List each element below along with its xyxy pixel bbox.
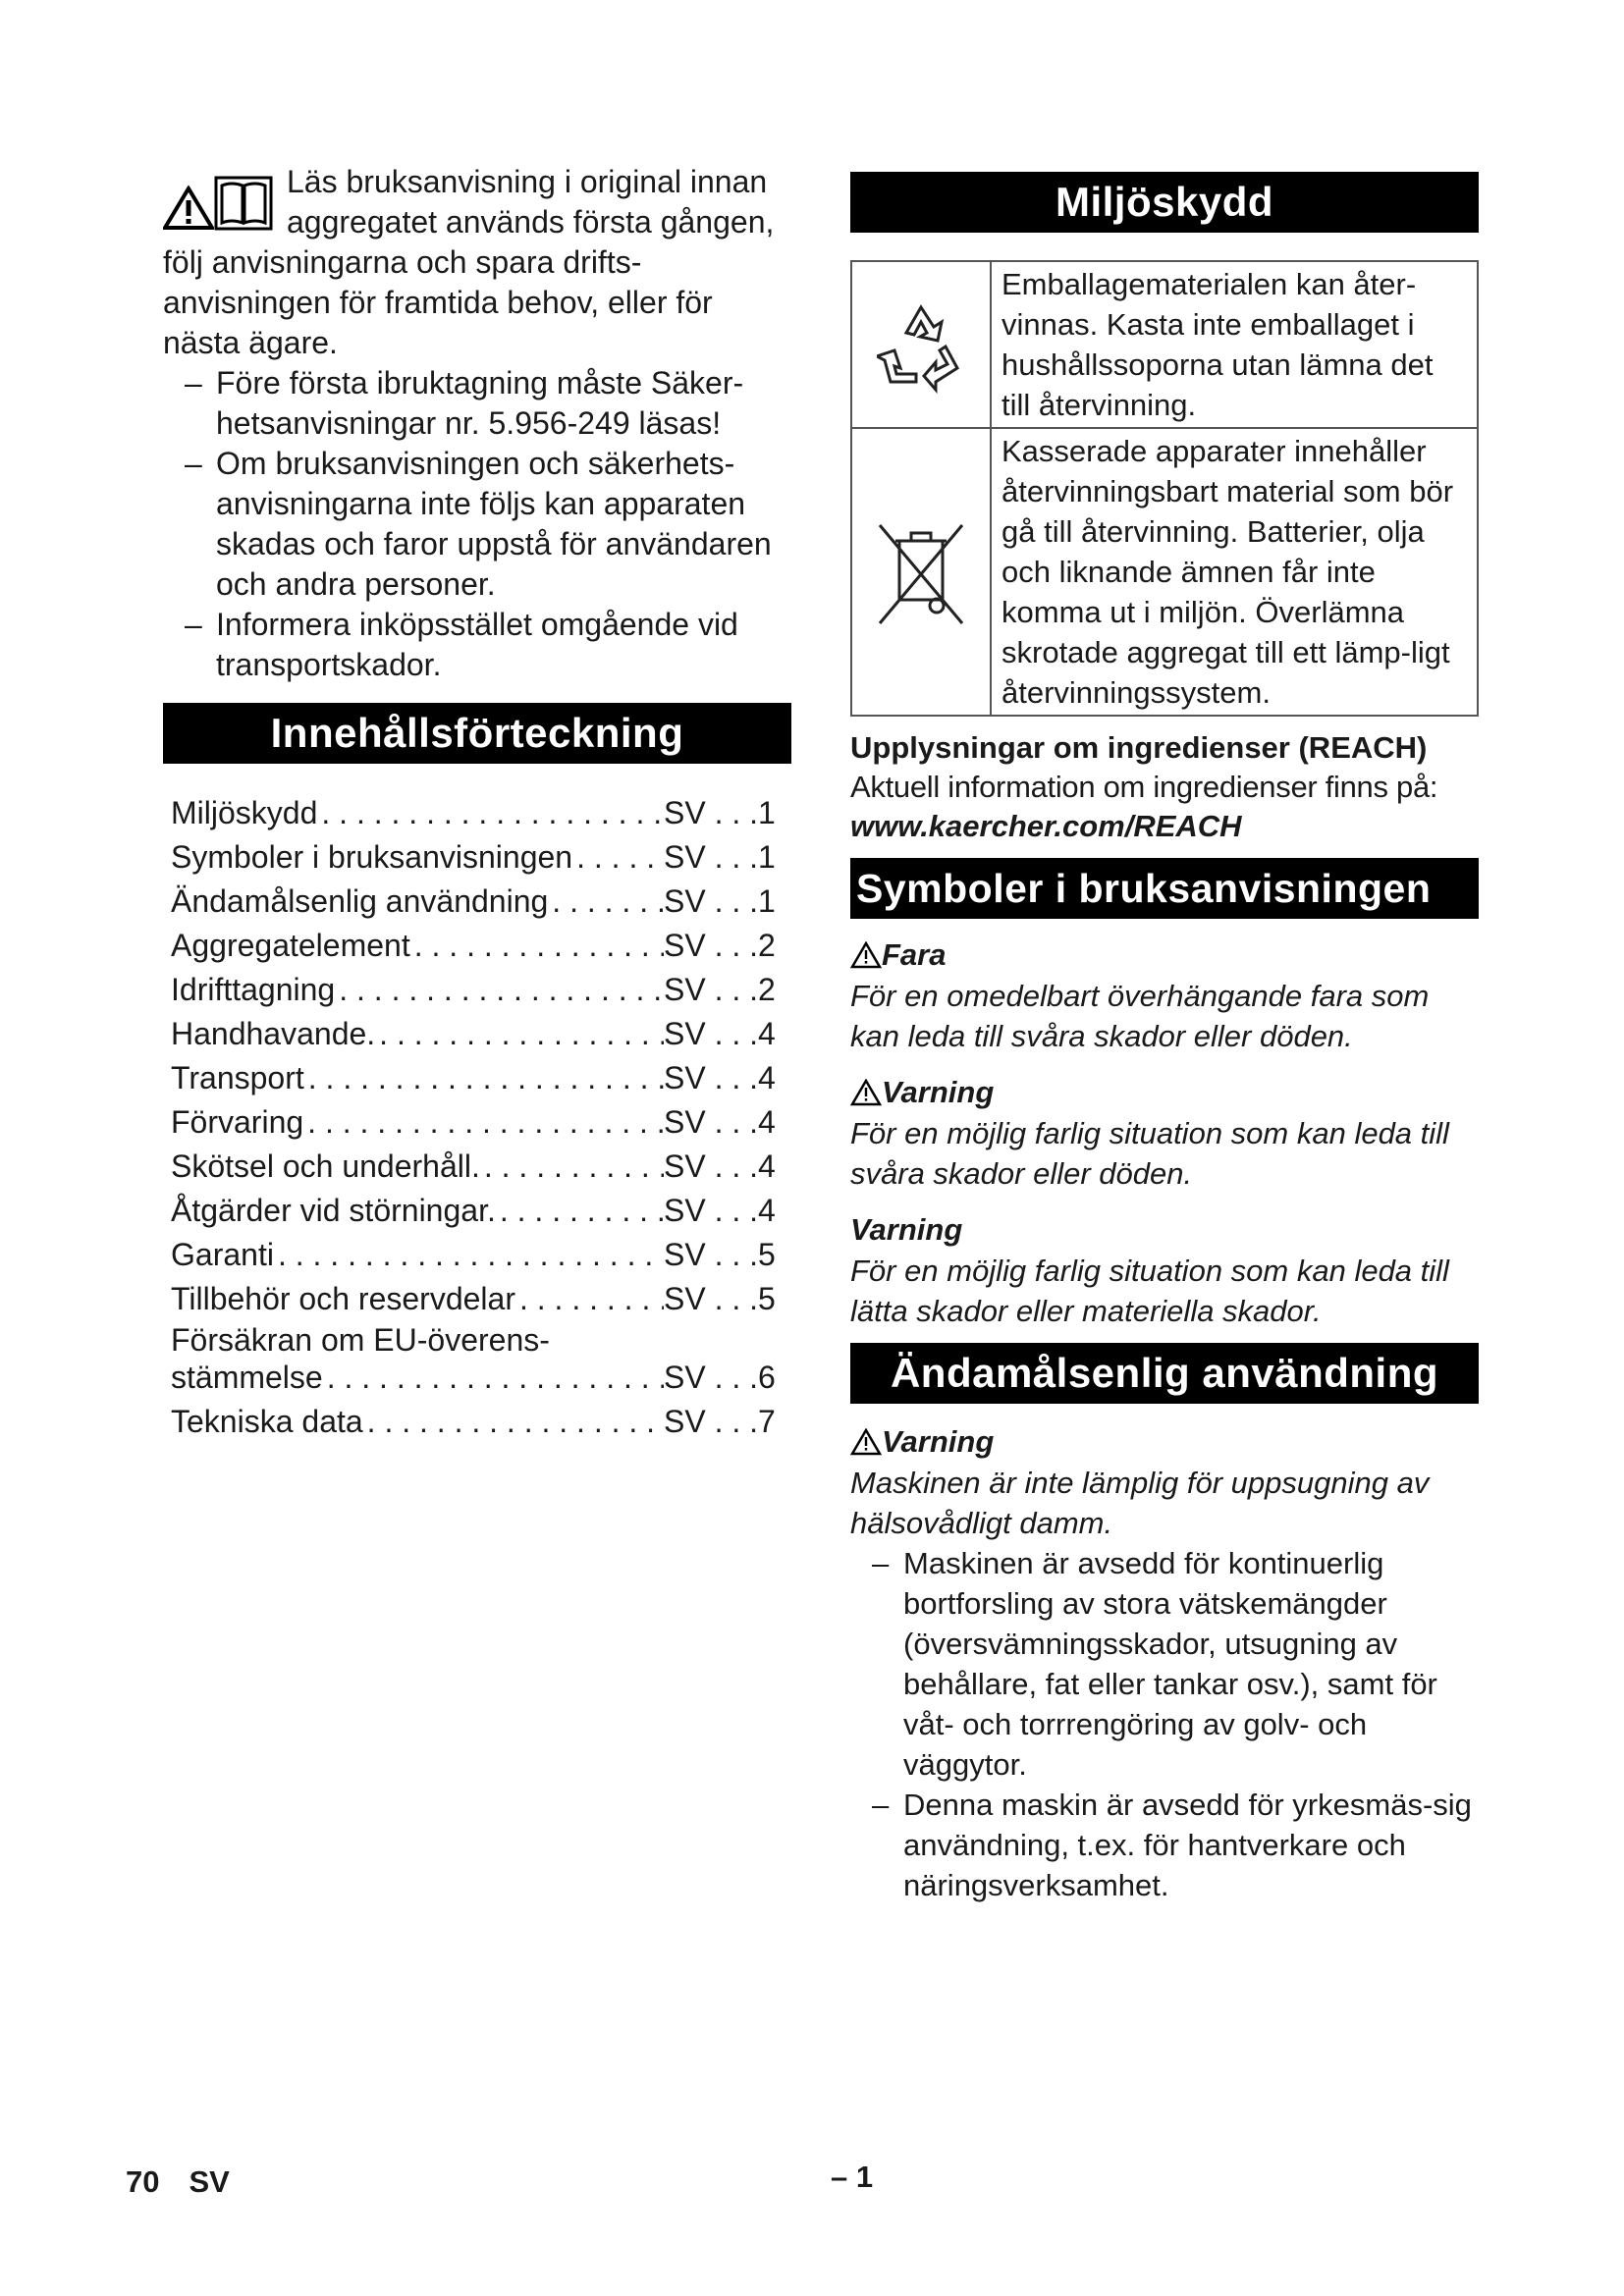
left-column [163,162,791,1444]
toc-heading: Innehållsförteckning [163,703,791,764]
environment-table [850,260,1479,717]
toc-entry[interactable]: Aggregatelement . . . SV . . .2 [171,924,791,968]
intro-text: Läs bruksanvisning i original innan aggregatet används första gången, följ anvisningarna och spara drifts-anvisningen för framtida behov, eller för nästa ägare. [163,164,775,360]
toc-entry[interactable]: Symboler i bruksanvisningen . . . SV . . .1 [171,835,791,880]
warning-text: För en möjlig farlig situation som kan leda till svåra skador eller döden. [850,1116,1449,1191]
toc-entry[interactable]: Tekniska data . . . SV . . .7 [171,1400,791,1444]
right-column [850,172,1479,1905]
page-footer [126,2164,230,2200]
toc-entry[interactable]: Handhavande. . . . SV . . .4 [171,1012,791,1056]
table-of-contents [163,791,791,1444]
list-item: – Maskinen är avsedd för kontinuerlig bortforsling av stora vätskemängder (översvämningsskador, utsugning av behållare, fat eller tankar osv.), samt för våt- och torrrengöring av golv- och väggytor. [850,1543,1479,1785]
page-number: 70 [126,2164,160,2199]
toc-entry[interactable]: Miljöskydd . . . SV . . .1 [171,791,791,835]
toc-entry[interactable]: Försäkran om EU-överens- stämmelse . . . SV . . .6 [171,1321,791,1396]
danger-label: Fara [850,934,1479,976]
intended-use-heading: Ändamålsenlig användning [850,1343,1479,1404]
warning-triangle-icon [850,941,882,969]
section-page-number: – 1 [831,2160,874,2194]
env-heading: Miljöskydd [850,172,1479,233]
warning-triangle-icon [163,186,214,231]
warning-label: Varning [850,1421,1479,1463]
crossed-bin-icon [851,428,991,716]
toc-entry[interactable]: Tillbehör och reservdelar . . . SV . . .5 [171,1277,791,1321]
recycle-icon [851,261,991,428]
intro-block [163,162,791,363]
reach-text: Aktuell information om ingredienser finns på: [850,770,1438,804]
warning-triangle-icon [850,1428,882,1456]
danger-text: För en omedelbart överhängande fara som kan leda till svåra skador eller döden. [850,979,1430,1053]
language-code: SV [189,2164,230,2199]
table-row [851,428,1478,716]
toc-entry[interactable]: Åtgärder vid störningar. . . . SV . . .4 [171,1189,791,1233]
env-text: Kasserade apparater innehåller återvinningsbart material som bör gå till återvinning. Batterier, olja och liknande ämnen får inte komma ut i miljön. Överlämna skrotade aggregat till ett lämp-ligt återvinningssystem. [991,428,1478,716]
reach-url[interactable]: www.kaercher.com/REACH [850,809,1242,843]
caution-text: För en möjlig farlig situation som kan leda till lätta skador eller materiella skador. [850,1254,1449,1328]
toc-entry[interactable]: Ändamålsenlig användning . . . SV . . .1 [171,880,791,924]
toc-entry[interactable]: Transport . . . SV . . .4 [171,1056,791,1100]
symbols-heading: Symboler i bruksanvisningen [850,858,1479,919]
reach-title: Upplysningar om ingredienser (REACH) [850,730,1428,765]
toc-entry[interactable]: Idrifttagning . . . SV . . .2 [171,968,791,1012]
intro-icons [163,170,273,231]
list-item: – Denna maskin är avsedd för yrkesmäs-sig användning, t.ex. för hantverkare och näringsverksamhet. [850,1785,1479,1905]
toc-entry[interactable]: Skötsel och underhåll. . . . SV . . .4 [171,1145,791,1189]
manual-book-icon [214,176,273,231]
list-item: – Före första ibruktagning måste Säker-hetsanvisningar nr. 5.956-249 läsas! [163,363,791,444]
warning-triangle-icon [850,1079,882,1106]
warning-text: Maskinen är inte lämplig för uppsugning av hälsovådligt damm. [850,1466,1430,1540]
toc-entry[interactable]: Garanti . . . SV . . .5 [171,1233,791,1277]
caution-label: Varning [850,1212,963,1247]
list-item: – Om bruksanvisningen och säkerhets-anvisningarna inte följs kan apparaten skadas och faror uppstå för användaren och andra personer. [163,444,791,605]
warning-label: Varning [850,1072,1479,1113]
env-text: Emballagematerialen kan åter-vinnas. Kasta inte emballaget i hushållssoporna utan lämna det till återvinning. [991,261,1478,428]
table-row [851,261,1478,428]
list-item: – Informera inköpsstället omgående vid transportskador. [163,605,791,685]
toc-entry[interactable]: Förvaring . . . SV . . .4 [171,1100,791,1145]
